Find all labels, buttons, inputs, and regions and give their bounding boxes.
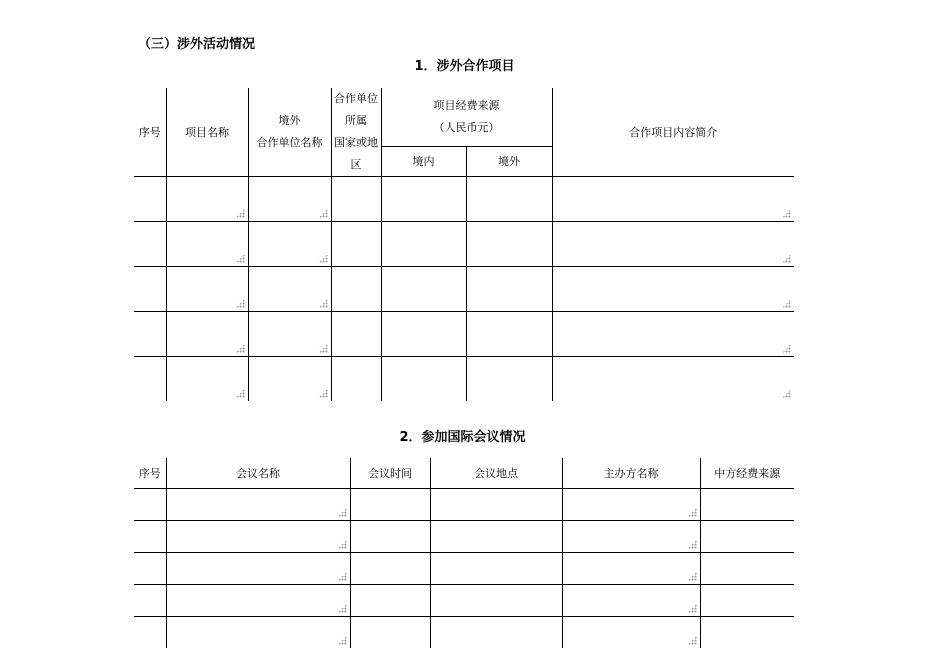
cell-project-name[interactable]: [166, 177, 248, 222]
cell-domestic[interactable]: [381, 222, 466, 267]
cell-foreign-unit[interactable]: [248, 267, 331, 312]
cell-funding-source[interactable]: [700, 553, 794, 585]
cell-conference-name[interactable]: [166, 617, 350, 649]
header-funding-source: 中方经费来源: [700, 458, 794, 489]
cell-seq[interactable]: [134, 177, 166, 222]
resize-grip-icon: [338, 508, 347, 517]
resize-grip-icon: [782, 209, 791, 218]
header-conference-place: 会议地点: [430, 458, 562, 489]
cell-conference-place[interactable]: [430, 489, 562, 521]
cell-project-name[interactable]: [166, 357, 248, 402]
resize-grip-icon: [236, 254, 245, 263]
cell-conference-time[interactable]: [350, 521, 430, 553]
cell-conference-place[interactable]: [430, 521, 562, 553]
cell-country[interactable]: [331, 267, 381, 312]
international-conference-table: [134, 458, 794, 648]
cell-seq[interactable]: [134, 553, 166, 585]
resize-grip-icon: [688, 540, 697, 549]
resize-grip-icon: [688, 636, 697, 645]
cell-project-name[interactable]: [166, 312, 248, 357]
cell-organizer[interactable]: [562, 617, 700, 649]
resize-grip-icon: [338, 572, 347, 581]
cell-conference-name[interactable]: [166, 489, 350, 521]
cell-seq[interactable]: [134, 312, 166, 357]
cell-conference-place[interactable]: [430, 585, 562, 617]
cell-organizer[interactable]: [562, 521, 700, 553]
resize-grip-icon: [338, 636, 347, 645]
cell-conference-name[interactable]: [166, 521, 350, 553]
cell-overseas[interactable]: [466, 312, 552, 357]
header-project-name: 项目名称: [166, 88, 248, 177]
cell-organizer[interactable]: [562, 553, 700, 585]
table-row: [134, 489, 794, 521]
resize-grip-icon: [688, 508, 697, 517]
resize-grip-icon: [319, 209, 328, 218]
resize-grip-icon: [782, 299, 791, 308]
cell-conference-place[interactable]: [430, 553, 562, 585]
resize-grip-icon: [236, 344, 245, 353]
cell-conference-time[interactable]: [350, 585, 430, 617]
resize-grip-icon: [782, 344, 791, 353]
table-row: [134, 222, 794, 267]
resize-grip-icon: [782, 389, 791, 398]
header-conference-name: 会议名称: [166, 458, 350, 489]
resize-grip-icon: [688, 604, 697, 613]
cell-funding-source[interactable]: [700, 585, 794, 617]
cell-foreign-unit[interactable]: [248, 357, 331, 402]
cell-summary[interactable]: [552, 312, 794, 357]
resize-grip-icon: [319, 344, 328, 353]
header-country: 合作单位 所属 国家或地 区: [331, 88, 381, 177]
cell-domestic[interactable]: [381, 312, 466, 357]
resize-grip-icon: [688, 572, 697, 581]
cell-seq[interactable]: [134, 489, 166, 521]
cell-summary[interactable]: [552, 267, 794, 312]
cell-overseas[interactable]: [466, 177, 552, 222]
table-row: [134, 312, 794, 357]
header-funding-source: 项目经费来源 （人民币元）: [381, 88, 552, 146]
resize-grip-icon: [236, 389, 245, 398]
header-domestic: 境内: [381, 146, 466, 176]
table-row: [134, 357, 794, 402]
cell-organizer[interactable]: [562, 585, 700, 617]
section-heading: （三）涉外活动情况: [138, 37, 256, 52]
cell-conference-place[interactable]: [430, 617, 562, 649]
cell-foreign-unit[interactable]: [248, 177, 331, 222]
cell-country[interactable]: [331, 357, 381, 402]
resize-grip-icon: [236, 209, 245, 218]
header-seq: 序号: [138, 126, 161, 139]
header-summary: 合作项目内容简介: [552, 88, 794, 177]
resize-grip-icon: [338, 604, 347, 613]
resize-grip-icon: [319, 299, 328, 308]
table-row: [134, 617, 794, 649]
table-row: [134, 585, 794, 617]
cell-summary[interactable]: [552, 177, 794, 222]
resize-grip-icon: [782, 254, 791, 263]
cell-seq[interactable]: [134, 521, 166, 553]
table1-title: 1．涉外合作项目: [414, 59, 515, 74]
cell-funding-source[interactable]: [700, 521, 794, 553]
cell-conference-name[interactable]: [166, 585, 350, 617]
resize-grip-icon: [338, 540, 347, 549]
cell-country[interactable]: [331, 312, 381, 357]
cell-seq[interactable]: [134, 617, 166, 649]
cell-foreign-unit[interactable]: [248, 222, 331, 267]
table2-title: 2．参加国际会议情况: [399, 430, 526, 445]
table-row: [134, 177, 794, 222]
table-row: [134, 553, 794, 585]
cell-overseas[interactable]: [466, 357, 552, 402]
table-row: [134, 521, 794, 553]
resize-grip-icon: [319, 389, 328, 398]
cell-summary[interactable]: [552, 222, 794, 267]
cell-overseas[interactable]: [466, 222, 552, 267]
cell-seq[interactable]: [134, 585, 166, 617]
cell-domestic[interactable]: [381, 267, 466, 312]
cell-project-name[interactable]: [166, 267, 248, 312]
header-seq: 序号: [138, 467, 161, 480]
cell-summary[interactable]: [552, 357, 794, 402]
table-row: [134, 267, 794, 312]
cell-conference-time[interactable]: [350, 489, 430, 521]
cell-seq[interactable]: [134, 357, 166, 402]
cell-overseas[interactable]: [466, 267, 552, 312]
cell-seq[interactable]: [134, 222, 166, 267]
cell-foreign-unit[interactable]: [248, 312, 331, 357]
header-overseas: 境外: [466, 146, 552, 176]
cell-domestic[interactable]: [381, 357, 466, 402]
cell-organizer[interactable]: [562, 489, 700, 521]
cell-funding-source[interactable]: [700, 489, 794, 521]
cell-conference-name[interactable]: [166, 553, 350, 585]
cell-project-name[interactable]: [166, 222, 248, 267]
resize-grip-icon: [319, 254, 328, 263]
resize-grip-icon: [236, 299, 245, 308]
header-foreign-unit: 境外 合作单位名称: [248, 88, 331, 177]
header-conference-time: 会议时间: [350, 458, 430, 489]
cell-country[interactable]: [331, 222, 381, 267]
cell-funding-source[interactable]: [700, 617, 794, 649]
cell-seq[interactable]: [134, 267, 166, 312]
cell-domestic[interactable]: [381, 177, 466, 222]
foreign-cooperation-table: [134, 88, 794, 401]
cell-country[interactable]: [331, 177, 381, 222]
cell-conference-time[interactable]: [350, 553, 430, 585]
cell-conference-time[interactable]: [350, 617, 430, 649]
header-organizer: 主办方名称: [562, 458, 700, 489]
